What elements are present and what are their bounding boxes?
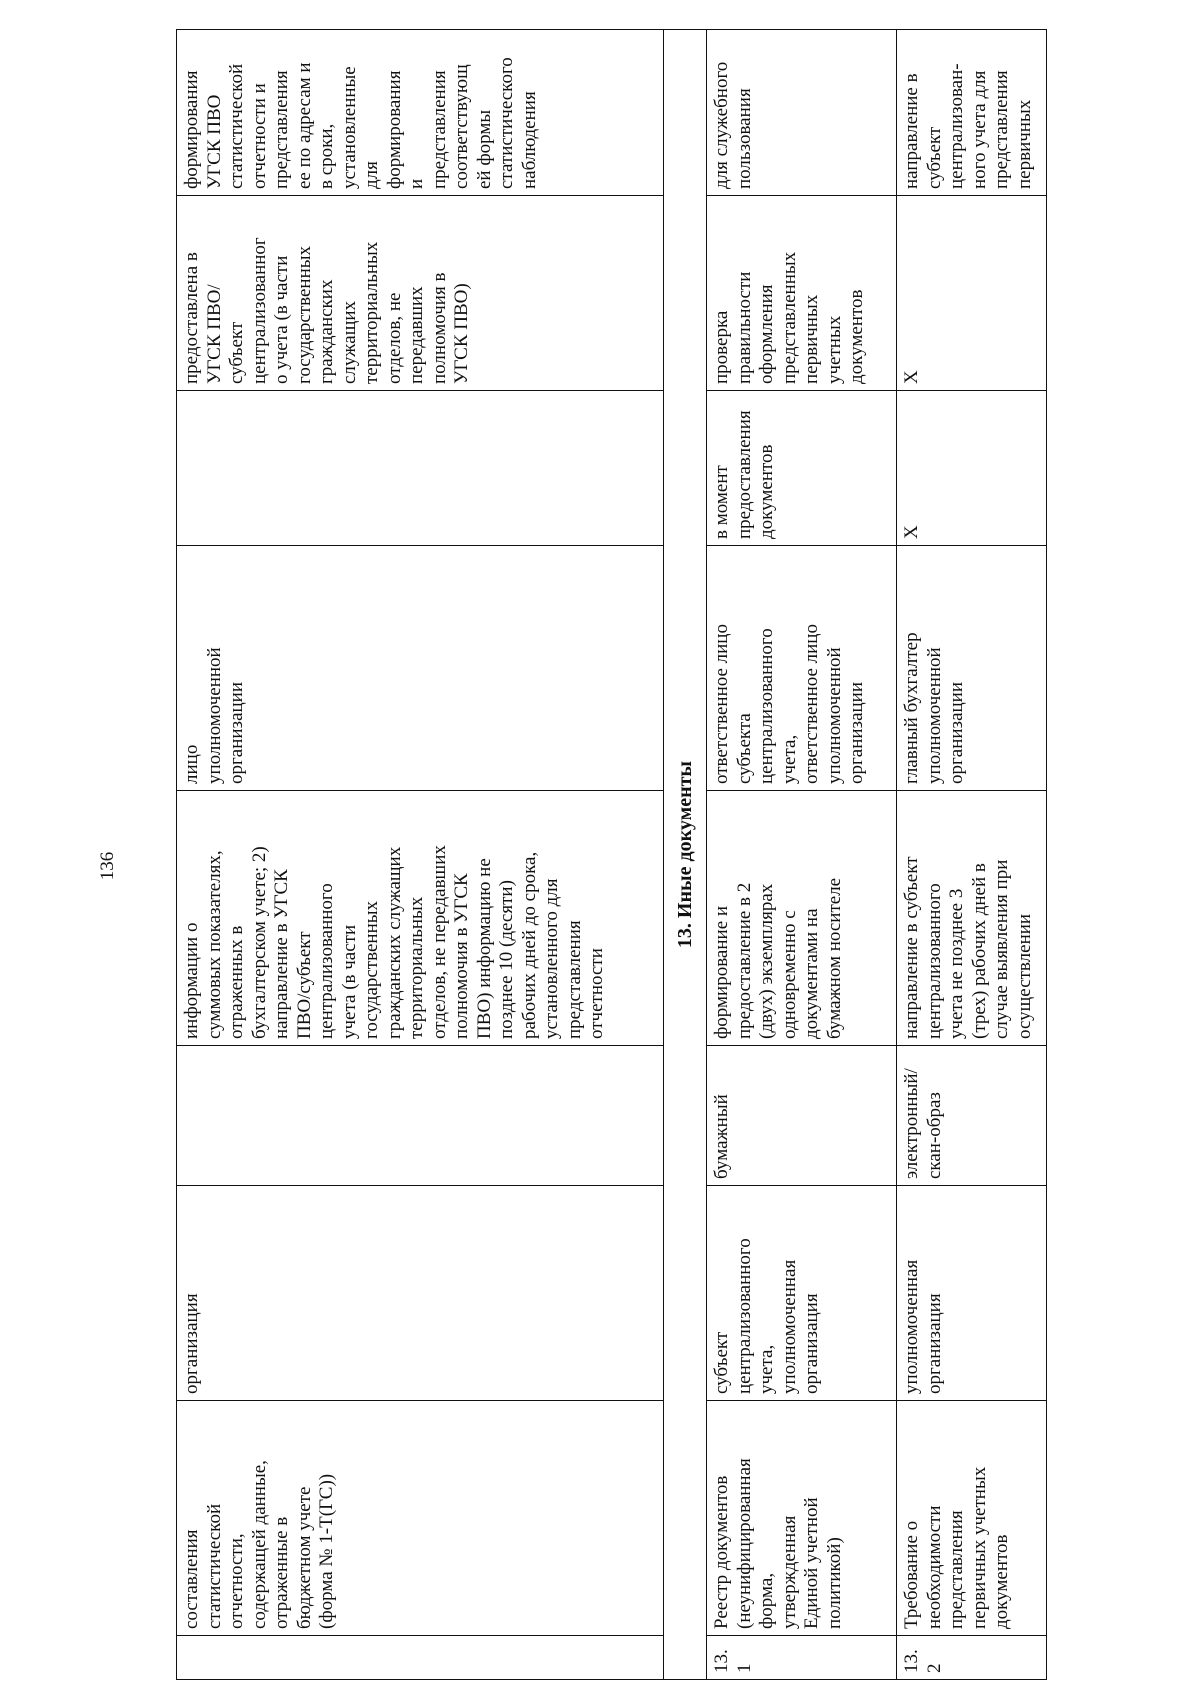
rotated-table-wrapper: [176, 30, 1196, 1680]
row-number: 13.2: [897, 1636, 1047, 1680]
document-procedure: формирование и предоставление в 2 (двух) экземплярах одновременно с документами на бумажном носителе: [707, 791, 897, 1046]
document-check: проверка правильности оформления представленных первичных учетных документов: [707, 196, 897, 391]
document-timing: Х: [897, 391, 1047, 546]
document-form: бумажный: [707, 1046, 897, 1186]
row-number: 13.1: [707, 1636, 897, 1680]
table-row-13-1: [707, 30, 897, 1680]
section-title: 13. Иные документы: [664, 30, 707, 1680]
document-signer: главный бухгалтер уполномоченной организации: [897, 546, 1047, 791]
documents-table: [176, 29, 1047, 1680]
document-creator: субъект централизованного учета, уполномоченная организация: [707, 1186, 897, 1401]
document-form: [177, 1046, 664, 1186]
document-signer: лицо уполномоченной организации: [177, 546, 664, 791]
document-check: Х: [897, 196, 1047, 391]
document-signer: ответственное лицо субъекта централизованного учета, ответственное лицо уполномоченной организации: [707, 546, 897, 791]
document-check: предоставлена в УГСК ПВО/ субъект централизованног о учета (в части государственных гражданских служащих территориальных отделов, не передавших полномочия в УГСК ПВО): [177, 196, 664, 391]
document-name: составления статистической отчетности, содержащей данные, отраженные в бюджетном учете (форма № 1-Т(ГС)): [177, 1401, 664, 1636]
document-name: Реестр документов (неунифицированная форма, утвержденная Единой учетной политикой): [707, 1401, 897, 1636]
table-row-continued: [177, 30, 664, 1680]
document-creator: организация: [177, 1186, 664, 1401]
document-procedure: направление в субъект централизованного учета не позднее 3 (трех) рабочих дней в случае выявления при осуществлении: [897, 791, 1047, 1046]
section-row: [664, 30, 707, 1680]
document-name: Требование о необходимости представления первичных учетных документов: [897, 1401, 1047, 1636]
document-purpose: формирования УГСК ПВО статистической отчетности и представления ее по адресам и в сроки, установленные для формирования и представления соответствующ ей формы статистического наблюдения: [177, 30, 664, 196]
row-number: [177, 1636, 664, 1680]
page-number: 136: [97, 851, 118, 881]
document-form: электронный/ скан-образ: [897, 1046, 1047, 1186]
document-creator: уполномоченная организация: [897, 1186, 1047, 1401]
document-purpose: для служебного пользования: [707, 30, 897, 196]
document-timing: [177, 391, 664, 546]
document-purpose: направление в субъект централизован- ного учета для представления первичных: [897, 30, 1047, 196]
table-row-13-2: [897, 30, 1047, 1680]
document-timing: в момент предоставления документов: [707, 391, 897, 546]
document-procedure: информации о суммовых показателях, отраженных в бухгалтерском учете; 2) направление в УГСК ПВО/субъект централизованного учета (в части государственных гражданских служащих территориальных отделов, не передавших полномочия в УГСК ПВО) информацию не позднее 10 (десяти) рабочих дней до срока, установленного для представления отчетности: [177, 791, 664, 1046]
